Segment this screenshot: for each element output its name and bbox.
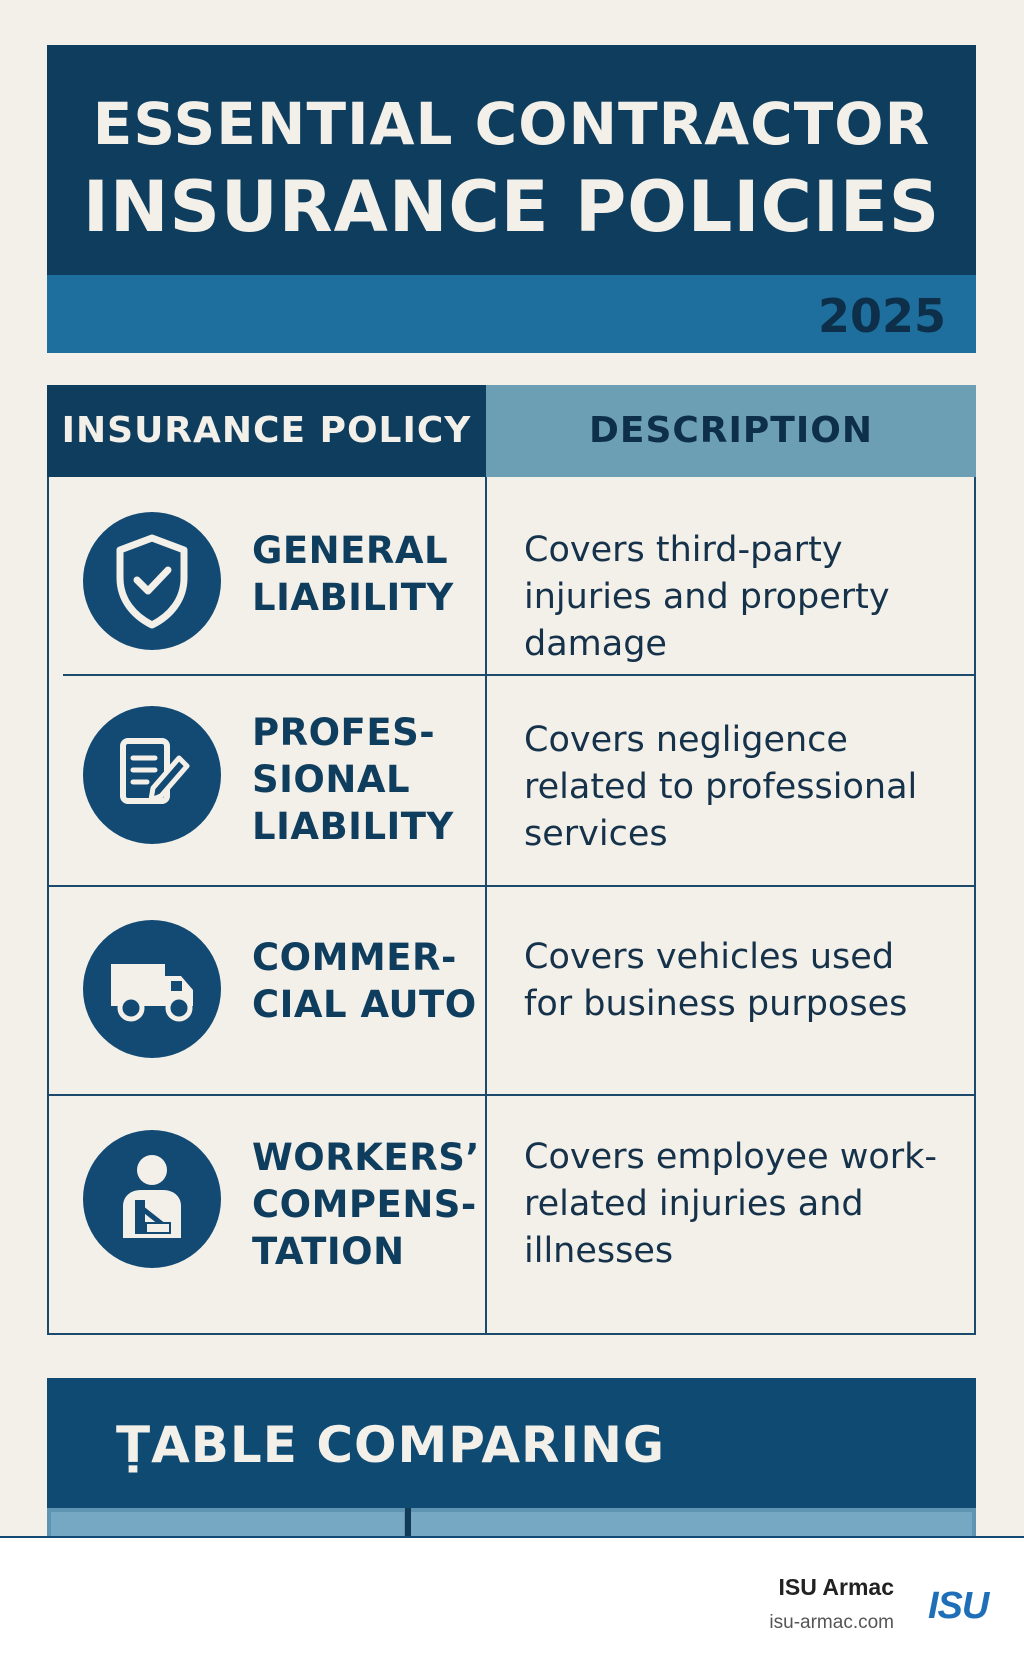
column-header-policy: INSURANCE POLICY: [47, 385, 486, 477]
brand-url[interactable]: isu-armac.com: [769, 1612, 894, 1633]
policy-name-line: WORKERS’: [252, 1136, 480, 1179]
description-line: illnesses: [524, 1231, 674, 1271]
brand-name: ISU Armac: [778, 1574, 894, 1600]
footer: [0, 1536, 1024, 1666]
policy-name-line: CIAL AUTO: [252, 983, 477, 1026]
table-row: [47, 477, 976, 675]
description-line: for business purposes: [524, 984, 908, 1024]
comparison-banner: [47, 1378, 976, 1508]
banner-strip: [47, 1508, 976, 1536]
description-line: related to professional: [524, 767, 918, 807]
policy-name: [252, 709, 482, 850]
policy-name-line: TATION: [252, 1230, 405, 1273]
table-row: [47, 1096, 976, 1333]
table-border-bottom: [47, 1333, 976, 1335]
title-line-2: INSURANCE POLICIES: [82, 166, 941, 248]
column-divider: [485, 477, 487, 1335]
description-line: Covers third-party: [524, 530, 843, 570]
truck-icon: [83, 920, 221, 1058]
description-line: services: [524, 814, 668, 854]
strip-cell: [51, 1512, 404, 1536]
policy-name: [252, 527, 482, 621]
description-line: related injuries and: [524, 1184, 864, 1224]
header-banner: [47, 45, 976, 353]
banner-heading: ṬABLE COMPARING: [116, 1416, 666, 1474]
table-border-right: [974, 477, 976, 1335]
year-band: [47, 275, 976, 353]
policy-name-line: LIABILITY: [252, 576, 454, 619]
description-line: Covers vehicles used: [524, 937, 895, 977]
footer-rule: [0, 1536, 1024, 1538]
policy-name-line: PROFES-: [252, 711, 436, 754]
column-header-description: DESCRIPTION: [486, 385, 976, 477]
policy-name-line: GENERAL: [252, 529, 449, 572]
policy-name-line: COMMER-: [252, 936, 457, 979]
description-line: damage: [524, 624, 667, 664]
policy-description: [524, 527, 969, 668]
strip-cell: [411, 1512, 972, 1536]
policy-name-line: LIABILITY: [252, 805, 454, 848]
description-line: Covers negligence: [524, 720, 848, 760]
logo-text: ISU: [928, 1585, 989, 1627]
policy-name: [252, 934, 482, 1028]
title-line-1: ESSENTIAL CONTRACTOR: [92, 90, 931, 158]
policy-name-line: COMPENS-: [252, 1183, 477, 1226]
policy-description: [524, 717, 969, 858]
description-line: injuries and property: [524, 577, 890, 617]
table-border-left: [47, 477, 49, 1335]
shield-check-icon: [83, 512, 221, 650]
description-line: Covers employee work-: [524, 1137, 938, 1177]
table-row: [47, 887, 976, 1094]
policy-description: [524, 934, 969, 1028]
document-pen-icon: [83, 706, 221, 844]
year-label: 2025: [817, 289, 946, 343]
isu-logo: [928, 1586, 1000, 1626]
policy-table: [47, 385, 976, 1335]
page-title: [47, 45, 976, 273]
policy-description: [524, 1134, 969, 1275]
table-row: [47, 676, 976, 885]
policy-name-line: SIONAL: [252, 758, 411, 801]
injured-worker-icon: [83, 1130, 221, 1268]
policy-name: [252, 1134, 482, 1275]
